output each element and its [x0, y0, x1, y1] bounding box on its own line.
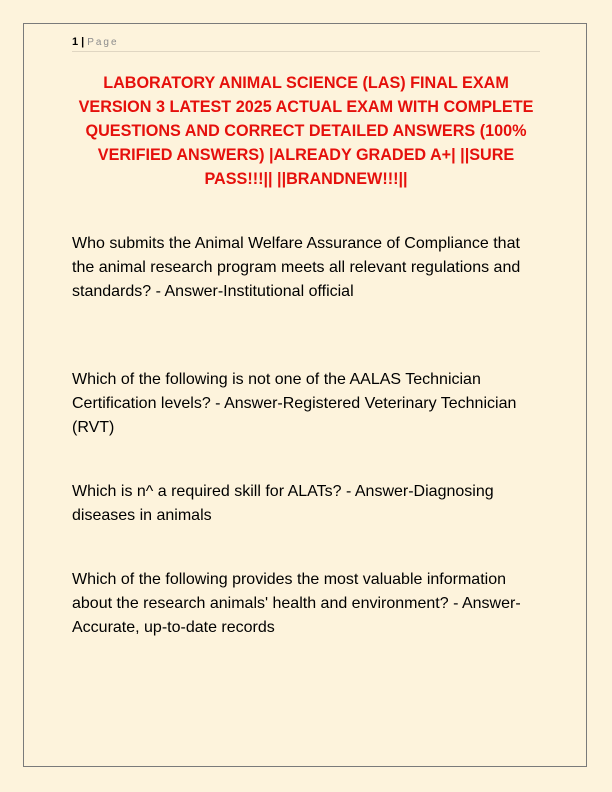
question-answer-1: Who submits the Animal Welfare Assurance of Compliance that the animal research program meets all relevant regulations and standards? - Answer-Institutional official [72, 235, 521, 300]
question-answer-3: Which is n^ a required skill for ALATs? - Answer-Diagnosing diseases in animals [72, 483, 494, 524]
question-answer-4: Which of the following provides the most valuable information about the research animals' health and environment? - Answer-Accurate, up-to-date records [72, 571, 521, 636]
page-label: Page [87, 37, 119, 48]
question-answer-2: Which of the following is not one of the AALAS Technician Certification levels? - Answer-Registered Veterinary Technician (RVT) [72, 371, 517, 436]
document-title: LABORATORY ANIMAL SCIENCE (LAS) FINAL EXAM VERSION 3 LATEST 2025 ACTUAL EXAM WITH COMPLETE QUESTIONS AND CORRECT DETAILED ANSWERS (100% VERIFIED ANSWERS) |ALREADY GRADED A+| ||SURE PASS!!!|| ||BRANDNEW!!!|| [78, 74, 534, 188]
page-number: 1 [72, 36, 79, 48]
page-separator: | [81, 36, 85, 48]
page-header [72, 35, 540, 52]
